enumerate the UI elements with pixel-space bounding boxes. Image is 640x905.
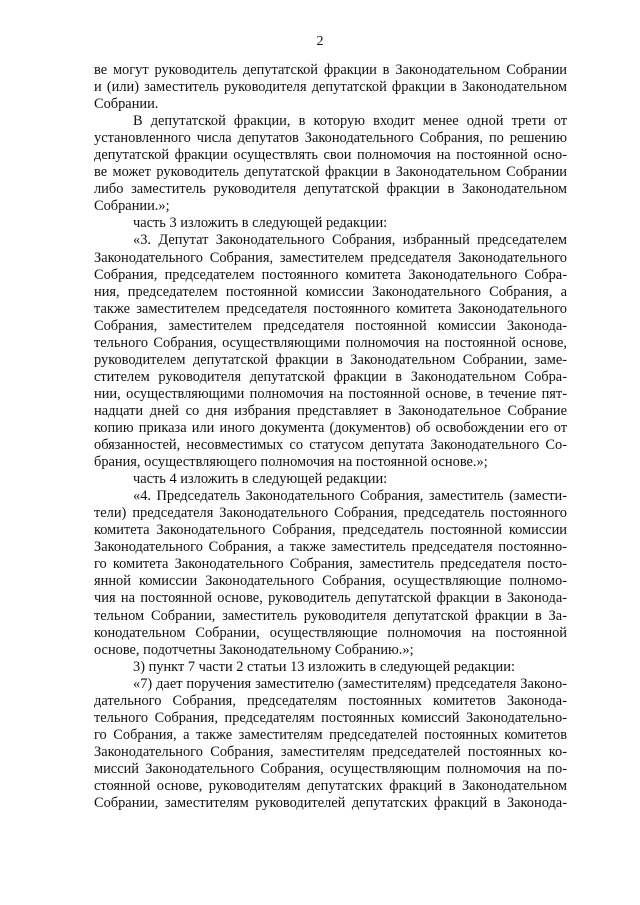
text-line: нии, осуществляющими полномочия на постоянной основе, в течение пят-	[94, 385, 567, 402]
text-line: конодательном Собрании, осуществляющие полномочия на постоянной	[94, 624, 567, 641]
text-line: руководителем депутатской фракции в Законодательном Собрании, заме-	[94, 351, 567, 368]
text-line: надцати дней со дня избрания представляет в Законодательное Собрание	[94, 402, 567, 419]
text-line: го комитета Законодательного Собрания, заместитель председателя посто-	[94, 556, 567, 573]
text-line: дательного Собрания, председателям постоянных комитетов Законода-	[94, 692, 567, 709]
text-line: Собрания, председателем постоянного комитета Законодательного Собра-	[94, 266, 567, 283]
text-line: стителем руководителя депутатской фракции в Законодательном Собра-	[94, 368, 567, 385]
text-line: миссий Законодательного Собрания, осуществляющим полномочия на по-	[94, 760, 567, 777]
text-line: Законодательного Собрания, заместителем председателя Законодательного	[94, 249, 567, 266]
text-line: янной комиссии Законодательного Собрания, осуществляющие полномо-	[94, 573, 567, 590]
paragraph	[94, 232, 567, 471]
document-body	[94, 62, 567, 812]
text-line: 3) пункт 7 части 2 статьи 13 изложить в следующей редакции:	[133, 658, 515, 675]
text-line: стоянной основе, руководителям депутатских фракций в Законодательном	[94, 777, 567, 794]
text-line: Законодательного Собрания, заместителям председателей постоянных ко-	[94, 743, 567, 760]
text-line: депутатской фракции осуществлять свои полномочия на постоянной осно-	[94, 147, 567, 164]
text-line: ве могут руководитель депутатской фракции в Законодательном Собрании	[94, 62, 567, 78]
text-line: часть 4 изложить в следующей редакции:	[133, 471, 388, 488]
text-line: комитета Законодательного Собрания, председатель постоянной комиссии	[94, 522, 567, 539]
text-line: часть 3 изложить в следующей редакции:	[133, 215, 388, 232]
text-line: Законодательного Собрания, а также заместитель председателя постоянно-	[94, 539, 567, 556]
page-number: 2	[316, 34, 324, 49]
text-line: ве может руководитель депутатской фракции в Законодательном Собрании	[94, 164, 567, 181]
text-line: копию приказа или иного документа (документов) об освобождении его от	[94, 419, 567, 436]
paragraph	[94, 62, 567, 113]
text-line: тельного Собрания, председателям постоянных комиссий Законодательно-	[94, 709, 567, 726]
text-line: Собрании, заместителям руководителей депутатских фракций в Законода-	[94, 795, 567, 812]
paragraph	[94, 488, 567, 658]
paragraph	[94, 215, 567, 232]
text-line: «3. Депутат Законодательного Собрания, избранный председателем	[133, 232, 567, 249]
text-line: ния, председателем постоянной комиссии Законодательного Собрания, а	[94, 283, 567, 300]
paragraph	[94, 113, 567, 215]
text-line: обязанностей, несовместимых со статусом депутата Законодательного Со-	[94, 437, 567, 454]
text-line: «7) дает поручения заместителю (заместителям) председателя Законо-	[133, 675, 567, 692]
text-line: брания, осуществляющего полномочия на постоянной основе.»;	[94, 454, 488, 471]
text-line: установленного числа депутатов Законодательного Собрания, по решению	[94, 130, 567, 147]
text-line: тели) председателя Законодательного Собрания, председатель постоянного	[94, 505, 567, 522]
text-line: Собрании.»;	[94, 198, 170, 215]
text-line: «4. Председатель Законодательного Собрания, заместитель (замести-	[133, 488, 567, 505]
paragraph	[94, 676, 567, 812]
text-line: чия на постоянной основе, руководитель депутатской фракции в Законода-	[94, 590, 567, 607]
text-line: основе, подотчетны Законодательному Собранию.»;	[94, 641, 414, 658]
paragraph	[94, 471, 567, 488]
text-line: го Собрания, а также заместителям председателей постоянных комитетов	[94, 726, 567, 743]
text-line: Собрании.	[94, 96, 159, 113]
text-line: В депутатской фракции, в которую входит менее одной трети от	[133, 113, 567, 130]
text-line: либо заместитель руководителя депутатской фракции в Законодательном	[94, 181, 567, 198]
text-line: и (или) заместитель руководителя депутатской фракции в Законодательном	[94, 79, 567, 96]
text-line: также заместителем председателя постоянного комитета Законодательного	[94, 300, 567, 317]
text-line: тельного Собрания, осуществляющими полномочия на постоянной основе,	[94, 334, 567, 351]
text-line: Собрания, заместителем председателя постоянной комиссии Законода-	[94, 317, 567, 334]
paragraph	[94, 659, 567, 676]
text-line: тельном Собрании, заместитель руководителя депутатской фракции в За-	[94, 607, 567, 624]
